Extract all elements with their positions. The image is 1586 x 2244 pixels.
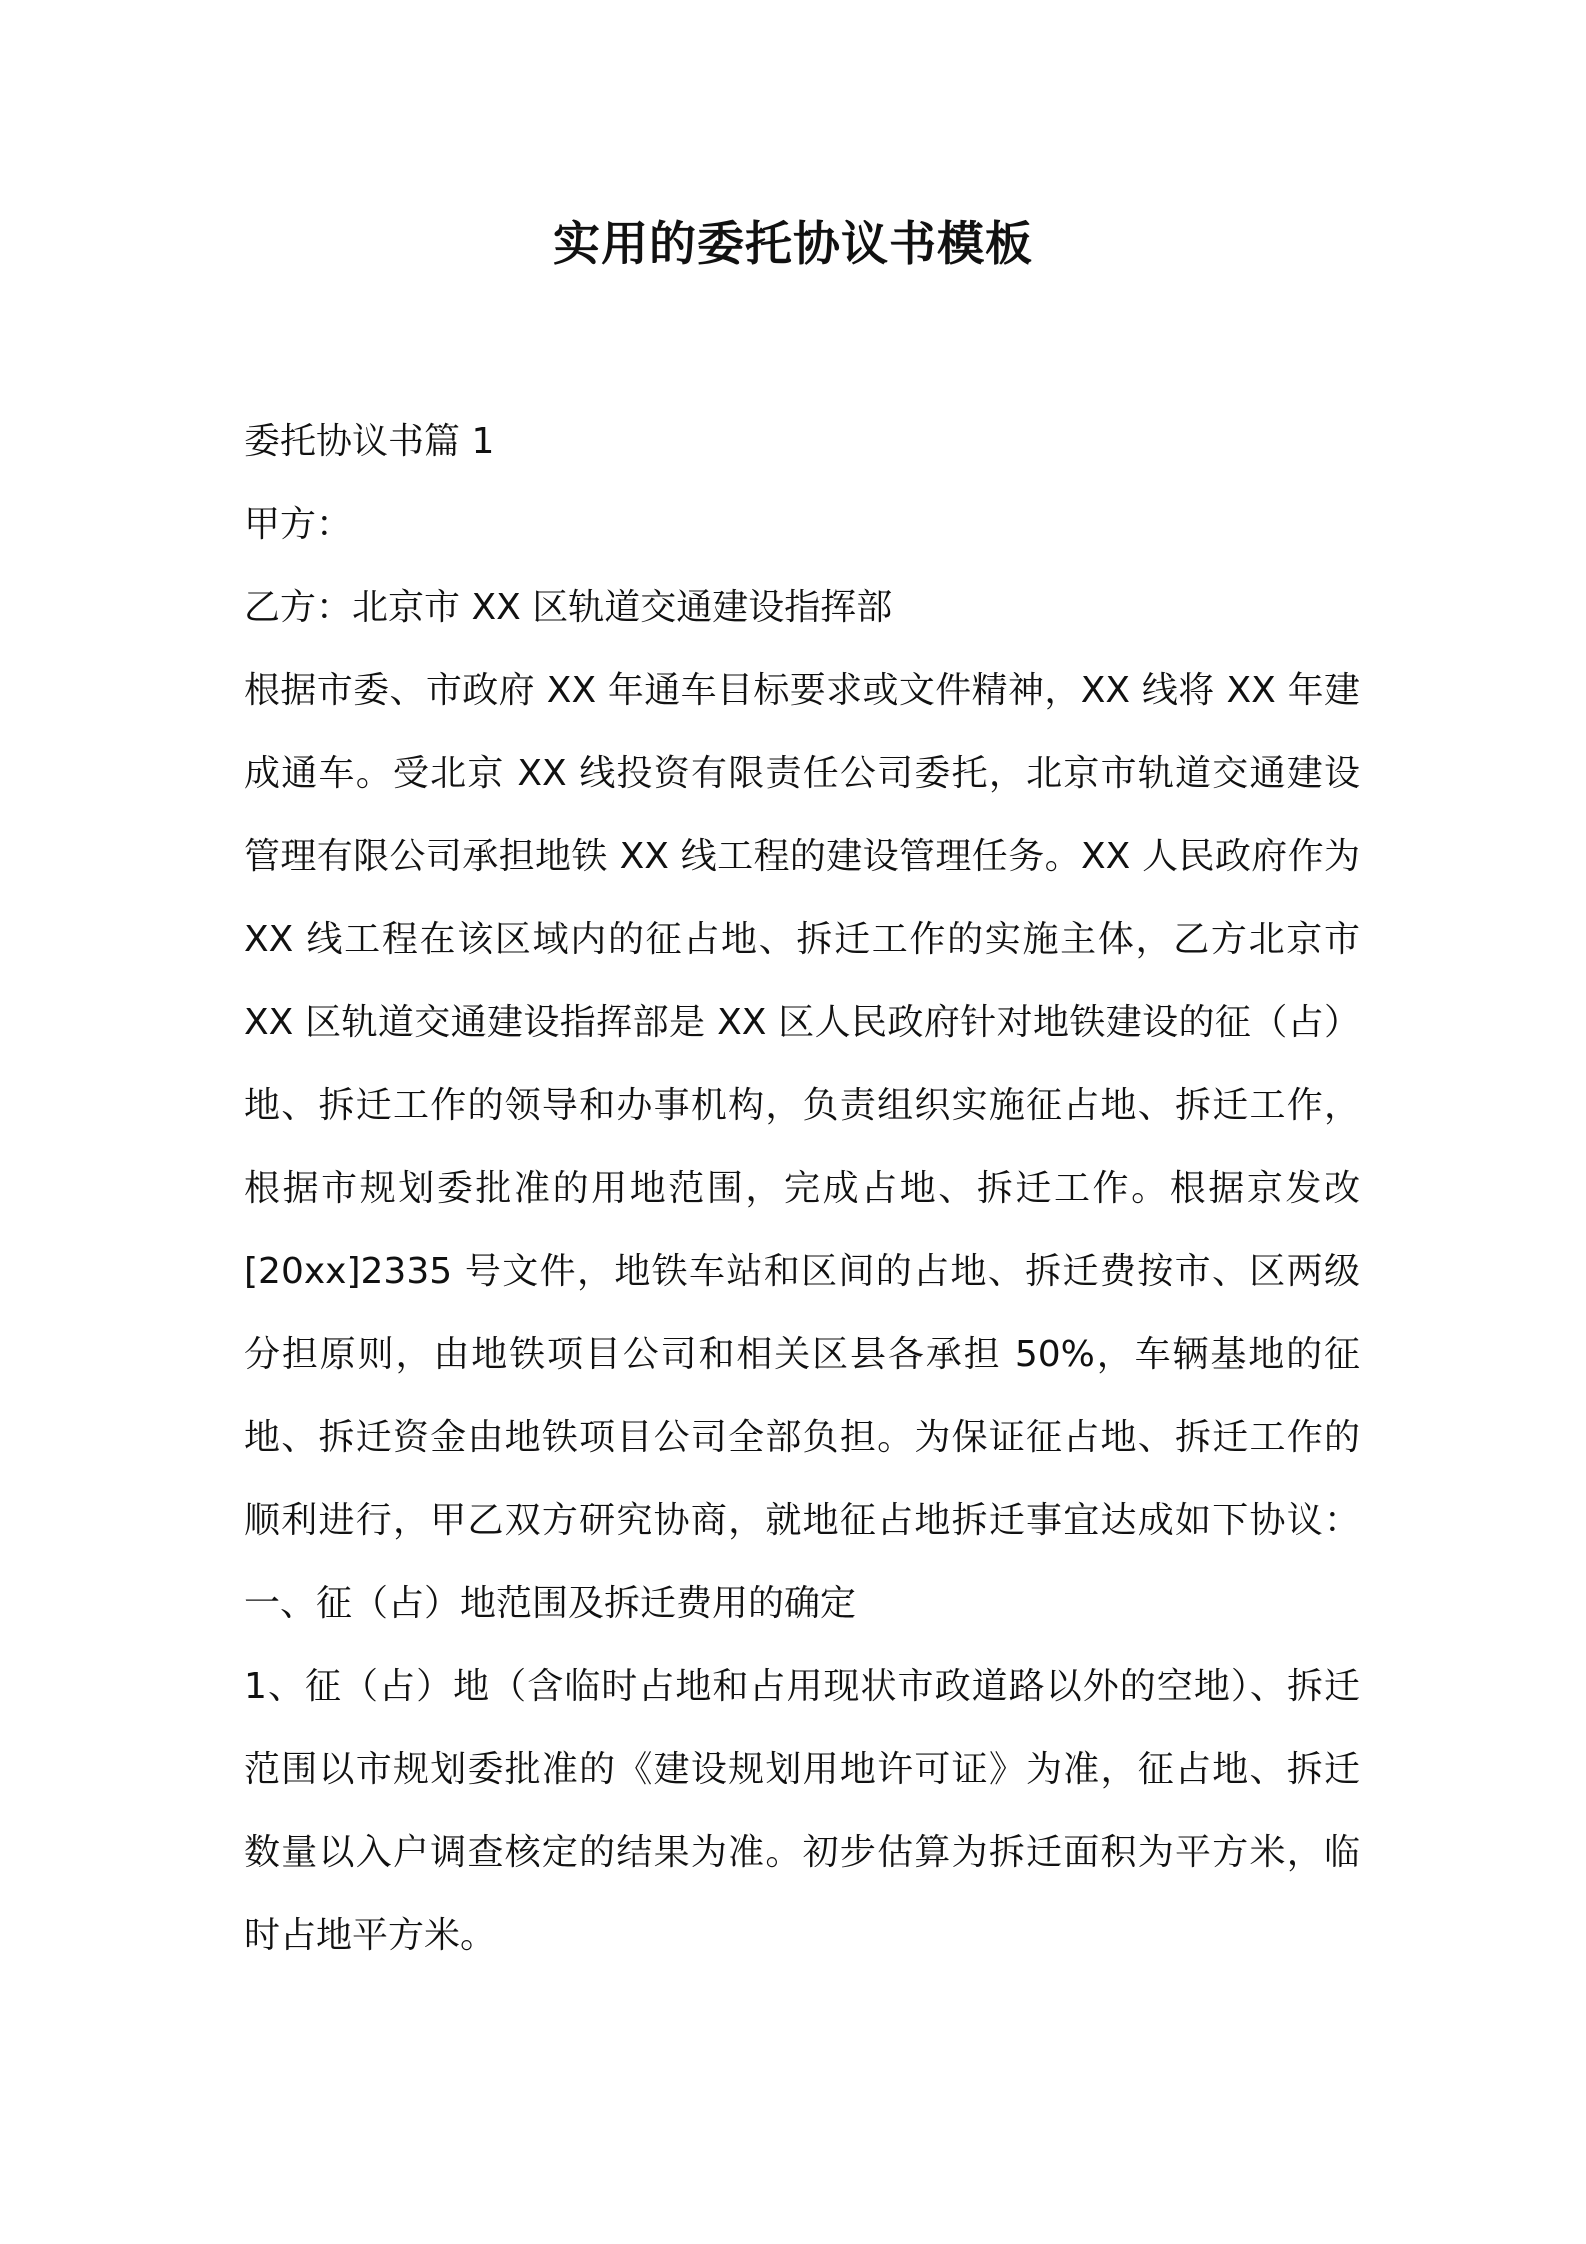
paragraph-line: 成通车。受北京 XX 线投资有限责任公司委托，北京市轨道交通建设 — [244, 753, 1360, 794]
clause-line: 范围以市规划委批准的《建设规划用地许可证》为准，征占地、拆迁 — [244, 1749, 1360, 1790]
document-body — [244, 400, 1360, 1977]
paragraph-line: XX 区轨道交通建设指挥部是 XX 区人民政府针对地铁建设的征（占） — [244, 1002, 1360, 1043]
paragraph-line: 根据市委、市政府 XX 年通车目标要求或文件精神，XX 线将 XX 年建 — [244, 670, 1360, 711]
paragraph-line: 根据市规划委批准的用地范围，完成占地、拆迁工作。根据京发改 — [244, 1168, 1360, 1209]
document-title: 实用的委托协议书模板 — [553, 217, 1033, 272]
paragraph-line: 地、拆迁工作的领导和办事机构，负责组织实施征占地、拆迁工作， — [244, 1085, 1360, 1126]
party-a-line: 甲方： — [244, 504, 353, 545]
clause-heading: 一、征（占）地范围及拆迁费用的确定 — [244, 1583, 857, 1624]
paragraph-line: 管理有限公司承担地铁 XX 线工程的建设管理任务。XX 人民政府作为 — [244, 836, 1360, 877]
clause-line: 1、征（占）地（含临时占地和占用现状市政道路以外的空地）、拆迁 — [244, 1666, 1360, 1707]
section-heading: 委托协议书篇 1 — [244, 421, 495, 462]
paragraph-line: XX 线工程在该区域内的征占地、拆迁工作的实施主体，乙方北京市 — [244, 919, 1360, 960]
paragraph-line: 分担原则，由地铁项目公司和相关区县各承担 50%，车辆基地的征 — [244, 1334, 1360, 1375]
paragraph-line: [20xx]2335 号文件，地铁车站和区间的占地、拆迁费按市、区两级 — [244, 1251, 1360, 1292]
paragraph-line: 地、拆迁资金由地铁项目公司全部负担。为保证征占地、拆迁工作的 — [244, 1417, 1360, 1458]
clause-line: 数量以入户调查核定的结果为准。初步估算为拆迁面积为平方米，临 — [244, 1832, 1360, 1873]
paragraph-line: 顺利进行，甲乙双方研究协商，就地征占地拆迁事宜达成如下协议： — [244, 1500, 1360, 1541]
clause-line: 时占地平方米。 — [244, 1915, 497, 1956]
party-b-line: 乙方：北京市 XX 区轨道交通建设指挥部 — [244, 587, 893, 628]
